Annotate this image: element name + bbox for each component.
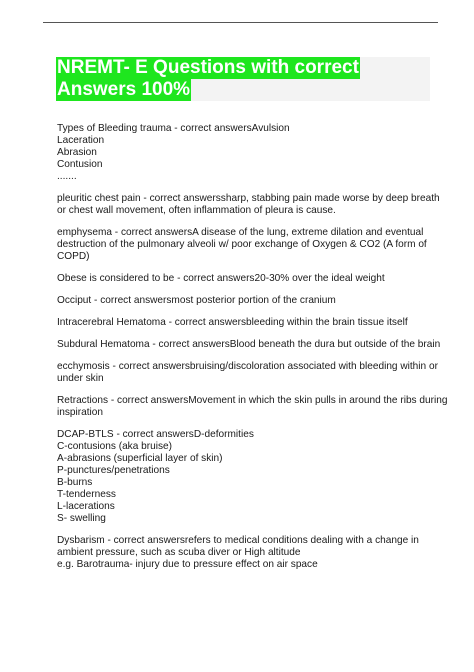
paragraph-line: DCAP-BTLS - correct answersD-deformities bbox=[57, 429, 254, 440]
paragraph-line: Occiput - correct answersmost posterior portion of the cranium bbox=[57, 295, 336, 306]
paragraph-line: C-contusions (aka bruise) bbox=[57, 441, 173, 452]
qa-paragraph bbox=[57, 295, 432, 307]
paragraph-line: pleuritic chest pain - correct answerssharp, stabbing pain made worse by deep breath bbox=[57, 193, 440, 204]
qa-paragraph bbox=[57, 395, 448, 419]
paragraph-line: ecchymosis - correct answersbruising/discoloration associated with bleeding within or bbox=[57, 361, 438, 372]
paragraph-line: Contusion bbox=[57, 159, 103, 170]
document-body bbox=[57, 123, 448, 581]
paragraph-line: Laceration bbox=[57, 135, 105, 146]
top-divider bbox=[43, 22, 438, 23]
paragraph-line: B-burns bbox=[57, 477, 93, 488]
qa-paragraph bbox=[57, 273, 432, 285]
paragraph-line: Subdural Hematoma - correct answersBlood beneath the dura but outside of the brain bbox=[57, 339, 441, 350]
qa-paragraph bbox=[57, 361, 438, 385]
paragraph-line: Dysbarism - correct answersrefers to medical conditions dealing with a change in bbox=[57, 535, 419, 546]
qa-paragraph bbox=[57, 123, 432, 183]
paragraph-line: COPD) bbox=[57, 251, 90, 262]
paragraph-line: e.g. Barotrauma- injury due to pressure effect on air space bbox=[57, 559, 318, 570]
paragraph-line: Intracerebral Hematoma - correct answersbleeding within the brain tissue itself bbox=[57, 317, 408, 328]
qa-paragraph bbox=[57, 193, 440, 217]
paragraph-line: A-abrasions (superficial layer of skin) bbox=[57, 453, 223, 464]
qa-paragraph bbox=[57, 429, 432, 525]
paragraph-line: P-punctures/penetrations bbox=[57, 465, 170, 476]
document-title-line-2: Answers 100% bbox=[57, 79, 191, 100]
paragraph-line: under skin bbox=[57, 373, 104, 384]
paragraph-line: Abrasion bbox=[57, 147, 97, 158]
document-title-line-1: NREMT- E Questions with correct bbox=[57, 57, 359, 78]
paragraph-line: ....... bbox=[57, 171, 77, 182]
paragraph-line: destruction of the pulmonary alveoli w/ poor exchange of Oxygen & CO2 (A form of bbox=[57, 239, 427, 250]
paragraph-line: Retractions - correct answersMovement in which the skin pulls in around the ribs during bbox=[57, 395, 448, 406]
paragraph-line: Types of Bleeding trauma - correct answersAvulsion bbox=[57, 123, 290, 134]
paragraph-line: T-tenderness bbox=[57, 489, 116, 500]
qa-paragraph bbox=[57, 339, 441, 351]
qa-paragraph bbox=[57, 317, 432, 329]
qa-paragraph bbox=[57, 535, 432, 571]
paragraph-line: emphysema - correct answersA disease of the lung, extreme dilation and eventual bbox=[57, 227, 424, 238]
paragraph-line: Obese is considered to be - correct answers20-30% over the ideal weight bbox=[57, 273, 385, 284]
paragraph-line: L-lacerations bbox=[57, 501, 115, 512]
paragraph-line: or chest wall movement, often inflammation of pleura is cause. bbox=[57, 205, 336, 216]
qa-paragraph bbox=[57, 227, 432, 263]
paragraph-line: S- swelling bbox=[57, 513, 106, 524]
paragraph-line: ambient pressure, such as scuba diver or High altitude bbox=[57, 547, 301, 558]
paragraph-line: inspiration bbox=[57, 407, 104, 418]
